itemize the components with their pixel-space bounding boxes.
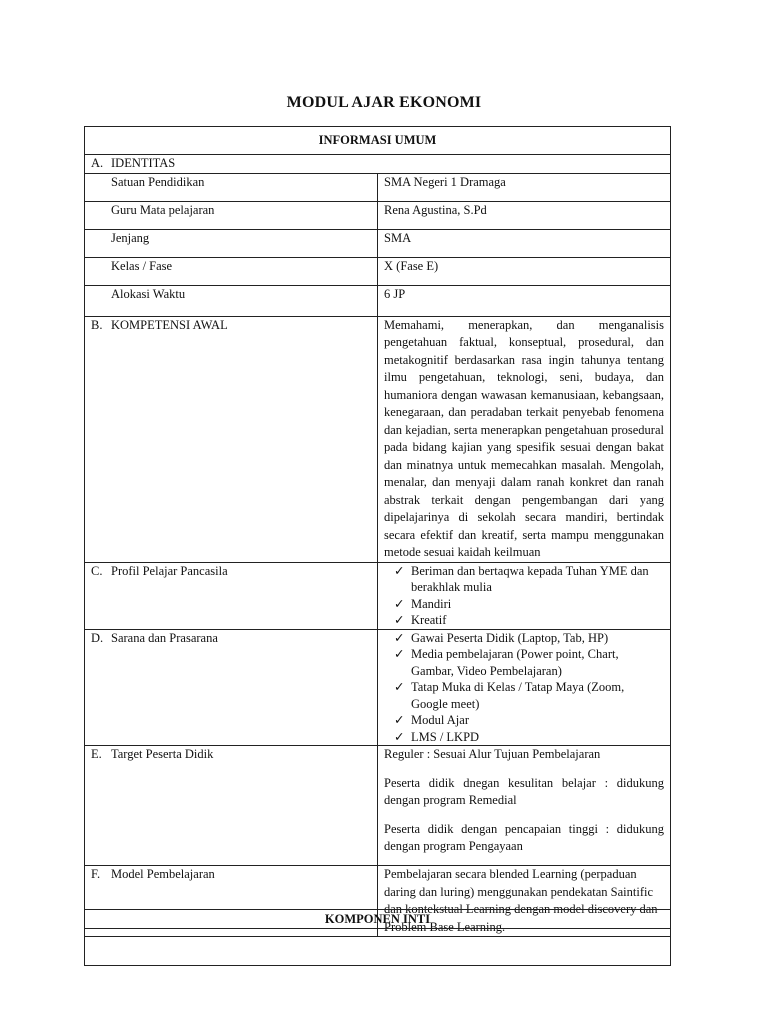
list-item: ✓ Mandiri bbox=[394, 596, 452, 611]
field-value: 6 JP bbox=[378, 285, 671, 316]
model-text: Pembelajaran secara blended Learning (perpaduan daring dan luring) menggunakan pendekatan Saintific dan kontekstual Learning dengan model discovery dan Problem Base Learning. bbox=[378, 866, 671, 937]
check-icon: ✓ bbox=[394, 713, 405, 727]
check-icon: ✓ bbox=[394, 613, 405, 627]
section-label: Model Pembelajaran bbox=[111, 867, 215, 881]
sarana-section bbox=[85, 629, 671, 746]
identitas-row bbox=[85, 285, 671, 316]
list-item: ✓ Kreatif bbox=[394, 613, 447, 627]
section-letter: A. bbox=[91, 156, 104, 170]
field-value: Rena Agustina, S.Pd bbox=[378, 201, 671, 229]
list-item: ✓ Modul Ajar bbox=[394, 713, 469, 727]
section-label: Target Peserta Didik bbox=[111, 747, 214, 761]
informasi-umum-table bbox=[84, 126, 671, 966]
identitas-section bbox=[85, 155, 671, 174]
document-title: MODUL AJAR EKONOMI bbox=[286, 94, 482, 111]
field-label: Satuan Pendidikan bbox=[111, 174, 205, 189]
target-paragraph: Peserta didik dnegan kesulitan belajar : didukung dengan program Remedial bbox=[384, 775, 664, 807]
target-paragraph: Peserta didik dengan pencapaian tinggi : didukung dengan program Pengayaan bbox=[384, 821, 664, 853]
field-value: X (Fase E) bbox=[378, 257, 671, 285]
check-icon: ✓ bbox=[394, 647, 405, 661]
sarana-list bbox=[384, 630, 664, 746]
check-icon: ✓ bbox=[394, 563, 405, 578]
section-label: KOMPETENSI AWAL bbox=[111, 317, 228, 332]
informasi-umum-header: INFORMASI UMUM bbox=[85, 127, 671, 155]
field-value: SMA Negeri 1 Dramaga bbox=[378, 173, 671, 201]
kompetensi-awal-section bbox=[85, 316, 671, 562]
section-letter: F. bbox=[91, 867, 101, 881]
field-label: Guru Mata pelajaran bbox=[111, 202, 215, 217]
section-label: Profil Pelajar Pancasila bbox=[111, 563, 228, 578]
section-letter: D. bbox=[91, 630, 104, 645]
identitas-row bbox=[85, 257, 671, 285]
empty-row bbox=[85, 937, 671, 966]
list-item: ✓ Tatap Muka di Kelas / Tatap Maya (Zoom, Google meet) bbox=[394, 680, 625, 711]
target-section bbox=[85, 746, 671, 866]
profil-list bbox=[384, 563, 664, 629]
check-icon: ✓ bbox=[394, 680, 405, 694]
list-item: ✓ Beriman dan bertaqwa kepada Tuhan YME dan berakhlak mulia bbox=[394, 563, 649, 594]
field-label: Jenjang bbox=[111, 230, 150, 245]
identitas-row bbox=[85, 229, 671, 257]
target-paragraph: Reguler : Sesuai Alur Tujuan Pembelajaran bbox=[384, 747, 601, 761]
check-icon: ✓ bbox=[394, 729, 405, 744]
field-label: Kelas / Fase bbox=[111, 258, 173, 273]
section-label: Sarana dan Prasarana bbox=[111, 630, 218, 645]
list-item: ✓ LMS / LKPD bbox=[394, 729, 480, 744]
section-label: IDENTITAS bbox=[111, 156, 176, 170]
field-label: Alokasi Waktu bbox=[111, 286, 186, 301]
kompetensi-awal-text: Memahami, menerapkan, dan menganalisis pengetahuan faktual, konseptual, prosedural, dan metakognitif berdasarkan rasa ingin tahunya tentang ilmu pengetahuan, teknologi, seni, budaya, dan humaniora dengan wawasan kemanusiaan, kebangsaan, kenegaraan, dan peradaban terkait penyebab fenomena dan kejadian, serta menerapkan pengetahuan prosedural pada bidang kajian yang spesifik sesuai dengan bakat dan minatnya untuk memecahkan masalah. Mengolah, menalar, dan menyaji dalam ranah konkret dan ranah abstrak terkait dengan pengembangan dari yang dipelajarinya di sekolah secara mandiri, bertindak secara efektif dan kreatif, serta mampu menggunakan metode sesuai kaidah keilmuan bbox=[378, 316, 671, 562]
profil-section bbox=[85, 562, 671, 629]
check-icon: ✓ bbox=[394, 630, 405, 645]
check-icon: ✓ bbox=[394, 596, 405, 611]
section-letter: C. bbox=[91, 563, 103, 578]
identitas-row bbox=[85, 173, 671, 201]
section-letter: B. bbox=[91, 317, 103, 332]
identitas-row bbox=[85, 201, 671, 229]
field-value: SMA bbox=[378, 229, 671, 257]
section-letter: E. bbox=[91, 747, 102, 761]
komponen-inti-header: KOMPONEN INTI bbox=[84, 909, 671, 929]
list-item: ✓ Gawai Peserta Didik (Laptop, Tab, HP) bbox=[394, 630, 609, 645]
list-item: ✓ Media pembelajaran (Power point, Chart, Gambar, Video Pembelajaran) bbox=[394, 647, 619, 678]
